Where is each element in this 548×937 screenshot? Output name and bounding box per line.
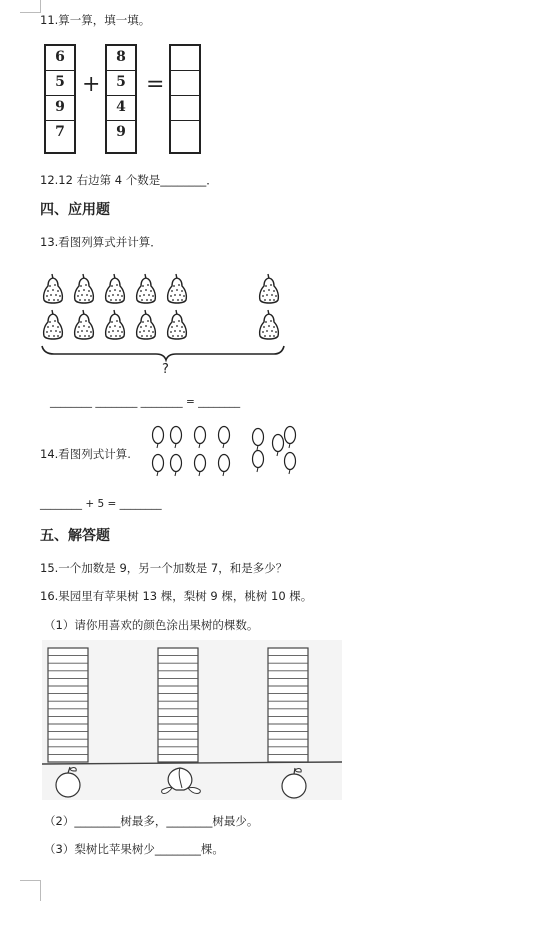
q15-text: 15.一个加数是 9，另一个加数是 7，和是多少？	[40, 561, 288, 575]
q11-title: 11.算一算，填一填。	[40, 13, 151, 27]
pear-icon	[75, 310, 94, 339]
balloon-icon	[285, 427, 296, 449]
balloon-icon	[153, 455, 164, 477]
q16-part2[interactable]: （2）________树最多，________树最少。	[44, 814, 259, 828]
peach-tree-bar	[268, 648, 308, 762]
pear-tree-bar	[158, 648, 198, 762]
pear-icon	[44, 310, 63, 339]
pear-icon	[137, 310, 156, 339]
q13-title: 13.看图列算式并计算．	[40, 235, 162, 249]
q13-answer-line[interactable]: ________ ________ ________ = ________	[50, 396, 241, 408]
pear-icon	[106, 310, 125, 339]
q11-left-column	[44, 44, 76, 154]
bar-frame	[48, 648, 88, 762]
q11-answer-column[interactable]	[169, 44, 201, 154]
q16-part3[interactable]: （3）梨树比苹果树少________棵。	[44, 842, 224, 856]
pear-icon	[75, 274, 94, 303]
q14-balloons-figure	[148, 424, 308, 484]
answer-cell[interactable]	[171, 71, 199, 96]
margin-mark-top-left	[20, 0, 41, 13]
q13-question-mark: ?	[162, 362, 169, 377]
balloon-icon	[195, 455, 206, 477]
q14-title: 14.看图列式计算.	[40, 447, 131, 461]
section-4-title: 四、应用题	[40, 202, 110, 218]
pear-icon	[260, 310, 279, 339]
pear-icon	[106, 274, 125, 303]
grid-cell: 9	[46, 96, 74, 121]
balloon-icon	[253, 451, 264, 473]
grid-cell: 5	[46, 71, 74, 96]
pear-icon	[260, 274, 279, 303]
q11-right-column	[105, 44, 137, 154]
answer-cell[interactable]	[171, 96, 199, 121]
margin-mark-bottom-left	[20, 880, 41, 901]
balloon-icon	[285, 453, 296, 475]
q12-text: 12.12 右边第 4 个数是________．	[40, 173, 218, 187]
balloon-icon	[153, 427, 164, 449]
q16-part1: （1）请你用喜欢的颜色涂出果树的棵数。	[44, 618, 259, 632]
pear-icon	[168, 310, 187, 339]
q16-title: 16.果园里有苹果树 13 棵，梨树 9 棵，桃树 10 棵。	[40, 589, 313, 603]
answer-cell[interactable]	[171, 121, 199, 146]
section-5-title: 五、解答题	[40, 528, 110, 544]
grid-cell: 9	[116, 124, 126, 140]
equals-sign: =	[146, 72, 165, 97]
bar-frame	[268, 648, 308, 762]
grid-cell: 4	[107, 96, 135, 121]
grid-cell: 8	[107, 46, 135, 71]
grid-cell: 6	[46, 46, 74, 71]
pear-icon	[168, 274, 187, 303]
balloon-icon	[219, 427, 230, 449]
balloon-icon	[171, 455, 182, 477]
balloon-icon	[273, 435, 284, 457]
balloon-icon	[171, 427, 182, 449]
apple-tree-bar	[48, 648, 88, 762]
grid-cell: 5	[107, 71, 135, 96]
plus-sign: +	[82, 72, 101, 97]
pear-icon	[44, 274, 63, 303]
answer-cell[interactable]	[171, 46, 199, 71]
grid-cell: 7	[55, 124, 65, 140]
balloon-icon	[219, 455, 230, 477]
balloon-icon	[253, 429, 264, 451]
brace	[42, 346, 284, 360]
pear-icon	[137, 274, 156, 303]
q14-answer-line[interactable]: ________ + 5 = ________	[40, 498, 162, 510]
balloon-icon	[195, 427, 206, 449]
bar-frame	[158, 648, 198, 762]
q16-tree-chart[interactable]	[42, 640, 342, 800]
